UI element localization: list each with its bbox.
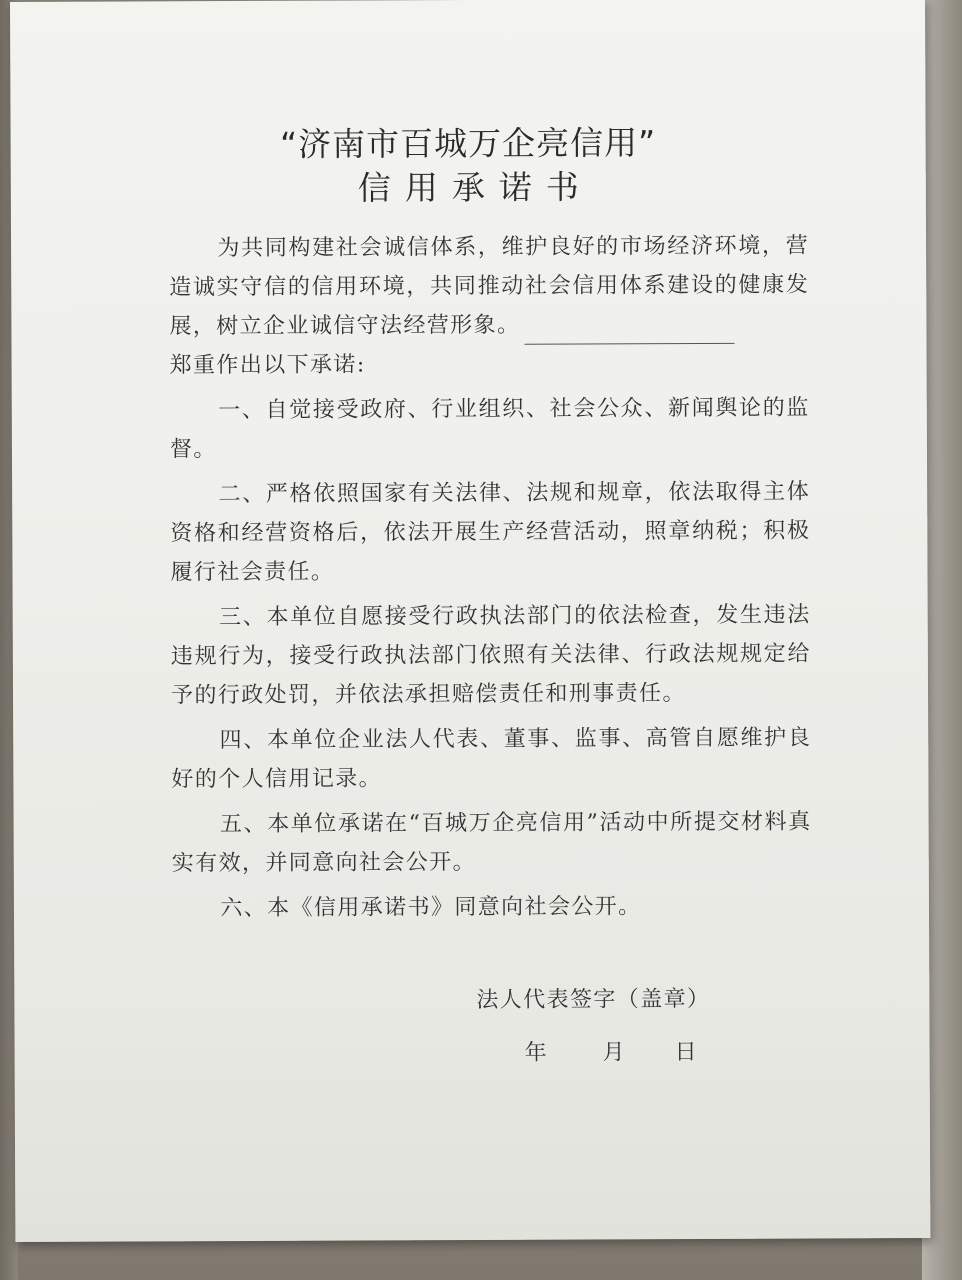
company-name-blank: [524, 321, 734, 345]
intro-text: 为共同构建社会诚信体系，维护良好的市场经济环境，营造诚实守信的信用环境，共同推动社会信用体系建设的健康发展，树立企业诚信守法经营形象。: [169, 233, 810, 340]
date-month: 月: [602, 1040, 625, 1066]
commitment-item-1: 一、自觉接受政府、行业组织、社会公众、新闻舆论的监督。: [169, 395, 810, 463]
intro-paragraph: [169, 227, 810, 386]
signature-label: 法人代表签字（盖章）: [476, 986, 711, 1013]
date-day: 日: [674, 1040, 697, 1066]
document-title: “济南市百城万企亮信用”: [279, 123, 657, 164]
commitment-item-3: 三、本单位自愿接受行政执法部门的依法检查，发生违法违规行为，接受行政执法部门依照有关法律、行政法规规定给予的行政处罚，并依法承担赔偿责任和刑事责任。: [170, 602, 811, 709]
document-body: [169, 227, 812, 935]
paper-sheet: [10, 0, 930, 1242]
commitment-item-5: 五、本单位承诺在“百城万企亮信用”活动中所提交材料真实有效，并同意向社会公开。: [171, 809, 812, 877]
date-year: 年: [524, 1040, 547, 1066]
commitment-item-6: 六、本《信用承诺书》同意向社会公开。: [220, 894, 642, 922]
commitment-item-2: 二、严格依照国家有关法律、法规和规章，依法取得主体资格和经营资格后，依法开展生产经营活动，照章纳税；积极履行社会责任。: [170, 479, 811, 586]
commitment-item-4: 四、本单位企业法人代表、董事、监事、高管自愿维护良好的个人信用记录。: [171, 725, 812, 793]
intro-tail: 郑重作出以下承诺:: [169, 352, 366, 379]
document-subtitle: 信用承诺书: [357, 167, 593, 208]
